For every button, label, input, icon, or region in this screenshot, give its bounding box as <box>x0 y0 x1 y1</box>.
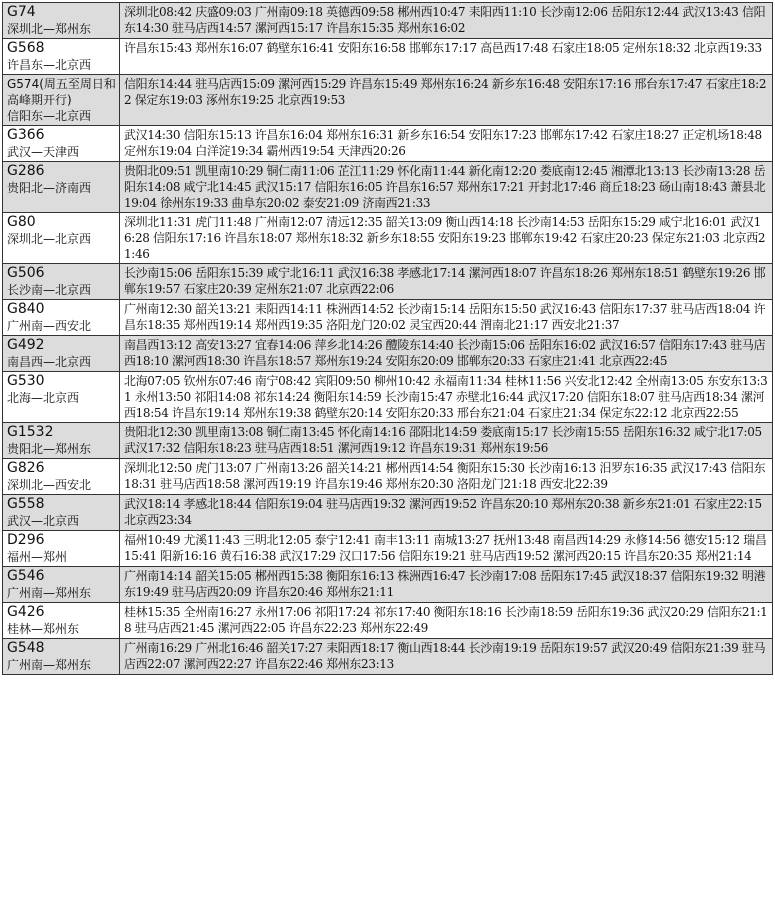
train-row <box>3 264 773 300</box>
train-id-cell <box>3 213 120 264</box>
train-row <box>3 459 773 495</box>
train-id-cell <box>3 423 120 459</box>
train-id-cell <box>3 3 120 39</box>
train-stops: 广州南16:29 广州北16:46 韶关17:27 耒阳西18:17 衡山西18:44 长沙南19:19 岳阳东19:57 武汉20:49 信阳东21:39 驻马店西22:07 漯河西22:27 许昌东22:46 郑州东23:13 <box>120 639 773 675</box>
train-route: 信阳东—北京西 <box>7 109 92 123</box>
train-row <box>3 567 773 603</box>
train-route: 武汉—天津西 <box>7 145 80 159</box>
train-stops: 福州10:49 尤溪11:43 三明北12:05 泰宁12:41 南丰13:11 南城13:27 抚州13:48 南昌西14:29 永修14:56 德安15:12 瑞昌15:41 阳新16:16 黄石16:38 武汉17:29 汉口17:56 信阳东19:21 驻马店西19:52 漯河西20:15 许昌东20:35 郑州21:14 <box>120 531 773 567</box>
train-code: G74 <box>7 4 36 20</box>
train-code: G568 <box>7 40 45 56</box>
train-stops: 深圳北11:31 虎门11:48 广州南12:07 清远12:35 韶关13:09 衡山西14:18 长沙南14:53 岳阳东15:29 咸宁北16:01 武汉16:28 信阳东17:16 许昌东18:07 郑州东18:32 新乡东18:55 安阳东19:23 邯郸东19:42 石家庄20:23 保定东21:03 北京西21:46 <box>120 213 773 264</box>
train-id-cell <box>3 39 120 75</box>
train-id-cell <box>3 126 120 162</box>
train-stops: 北海07:05 钦州东07:46 南宁08:42 宾阳09:50 柳州10:42 永福南11:34 桂林11:56 兴安北12:42 全州南13:05 东安东13:31 永州13:50 祁阳14:08 祁东14:24 衡阳东14:59 长沙南15:47 赤壁北16:44 武汉17:20 信阳东18:07 驻马店西18:34 漯河西18:54 许昌东19:14 郑州东19:38 鹤壁东20:14 安阳东20:33 邢台东21:04 石家庄21:34 保定东22:12 北京西22:55 <box>120 372 773 423</box>
train-row <box>3 639 773 675</box>
train-id-cell <box>3 639 120 675</box>
train-route: 桂林—郑州东 <box>7 622 80 636</box>
train-row <box>3 300 773 336</box>
train-code: G826 <box>7 460 45 476</box>
train-row <box>3 423 773 459</box>
train-code: G426 <box>7 604 45 620</box>
train-code: G1532 <box>7 424 54 440</box>
train-route: 深圳北—北京西 <box>7 232 92 246</box>
train-stops: 信阳东14:44 驻马店西15:09 漯河西15:29 许昌东15:49 郑州东16:24 新乡东16:48 安阳东17:16 邢台东17:47 石家庄18:22 保定东19:03 涿州东19:25 北京西19:53 <box>120 75 773 126</box>
train-code: G286 <box>7 163 45 179</box>
train-stops: 广州南12:30 韶关13:21 耒阳西14:11 株洲西14:52 长沙南15:14 岳阳东15:50 武汉16:43 信阳东17:37 驻马店西18:04 许昌东18:35 郑州西19:14 郑州西19:35 洛阳龙门20:02 灵宝西20:44 渭南北21:17 西安北21:37 <box>120 300 773 336</box>
train-route: 长沙南—北京西 <box>7 283 92 297</box>
train-code: G574(周五至周日和高峰期开行) <box>7 77 116 107</box>
train-id-cell <box>3 336 120 372</box>
train-route: 广州南—郑州东 <box>7 658 92 672</box>
train-id-cell <box>3 75 120 126</box>
train-route: 武汉—北京西 <box>7 514 80 528</box>
train-route: 许昌东—北京西 <box>7 58 92 72</box>
train-stops: 长沙南15:06 岳阳东15:39 咸宁北16:11 武汉16:38 孝感北17:14 漯河西18:07 许昌东18:26 郑州东18:51 鹤壁东19:26 邯郸东19:57 石家庄20:39 定州东21:07 北京西22:06 <box>120 264 773 300</box>
train-code: G506 <box>7 265 45 281</box>
train-code: G366 <box>7 127 45 143</box>
train-code: G548 <box>7 640 45 656</box>
train-route: 北海—北京西 <box>7 391 80 405</box>
train-row <box>3 213 773 264</box>
train-id-cell <box>3 531 120 567</box>
train-id-cell <box>3 372 120 423</box>
train-route: 福州—郑州 <box>7 550 68 564</box>
train-row <box>3 495 773 531</box>
train-stops: 广州南14:14 韶关15:05 郴州西15:38 衡阳东16:13 株洲西16:47 长沙南17:08 岳阳东17:45 武汉18:37 信阳东19:32 明港东19:49 驻马店西20:09 许昌东20:46 郑州东21:11 <box>120 567 773 603</box>
train-stops: 许昌东15:43 郑州东16:07 鹤壁东16:41 安阳东16:58 邯郸东17:17 高邑西17:48 石家庄18:05 定州东18:32 北京西19:33 <box>120 39 773 75</box>
train-stops: 武汉14:30 信阳东15:13 许昌东16:04 郑州东16:31 新乡东16:54 安阳东17:23 邯郸东17:42 石家庄18:27 正定机场18:48 定州东19:04 白洋淀19:34 霸州西19:54 天津西20:26 <box>120 126 773 162</box>
train-stops: 南昌西13:12 高安13:27 宜春14:06 萍乡北14:26 醴陵东14:40 长沙南15:06 岳阳东16:02 武汉16:57 信阳东17:43 驻马店西18:10 漯河西18:30 许昌东18:57 郑州东19:24 安阳东20:09 邯郸东20:33 石家庄21:41 北京西22:45 <box>120 336 773 372</box>
train-stops: 桂林15:35 全州南16:27 永州17:06 祁阳17:24 祁东17:40 衡阳东18:16 长沙南18:59 岳阳东19:36 武汉20:29 信阳东21:18 驻马店西21:45 漯河西22:05 许昌东22:23 郑州东22:49 <box>120 603 773 639</box>
train-code: G558 <box>7 496 45 512</box>
train-id-cell <box>3 264 120 300</box>
train-route: 广州南—西安北 <box>7 319 92 333</box>
train-stops: 深圳北08:42 庆盛09:03 广州南09:18 英德西09:58 郴州西10:47 耒阳西11:10 长沙南12:06 岳阳东12:44 武汉13:43 信阳东14:30 驻马店西14:57 漯河西15:17 许昌东15:35 郑州东16:02 <box>120 3 773 39</box>
train-code: G840 <box>7 301 45 317</box>
train-code: G492 <box>7 337 45 353</box>
train-stops: 贵阳北09:51 凯里南10:29 铜仁南11:06 芷江11:29 怀化南11:44 新化南12:20 娄底南12:45 湘潭北13:13 长沙南13:28 岳阳东14:08 咸宁北14:45 武汉15:17 信阳东16:05 许昌东16:57 郑州东17:21 开封北17:46 商丘18:23 砀山南18:43 萧县北19:04 徐州东19:33 曲阜东20:02 泰安21:09 济南西21:33 <box>120 162 773 213</box>
train-id-cell <box>3 495 120 531</box>
train-code: G530 <box>7 373 45 389</box>
train-code: G80 <box>7 214 36 230</box>
train-row <box>3 3 773 39</box>
train-row <box>3 603 773 639</box>
train-row <box>3 336 773 372</box>
train-code: D296 <box>7 532 45 548</box>
train-id-cell <box>3 567 120 603</box>
train-id-cell <box>3 162 120 213</box>
train-row <box>3 372 773 423</box>
train-row <box>3 126 773 162</box>
train-route: 南昌西—北京西 <box>7 355 92 369</box>
train-row <box>3 531 773 567</box>
train-id-cell <box>3 300 120 336</box>
train-route: 广州南—郑州东 <box>7 586 92 600</box>
train-row <box>3 75 773 126</box>
train-route: 深圳北—郑州东 <box>7 22 92 36</box>
train-stops: 贵阳北12:30 凯里南13:08 铜仁南13:45 怀化南14:16 邵阳北14:59 娄底南15:17 长沙南15:55 岳阳东16:32 咸宁北17:05 武汉17:32 信阳东18:23 驻马店西18:51 漯河西19:12 许昌东19:31 郑州东19:56 <box>120 423 773 459</box>
train-row <box>3 162 773 213</box>
train-route: 深圳北—西安北 <box>7 478 92 492</box>
train-id-cell <box>3 603 120 639</box>
train-code: G546 <box>7 568 45 584</box>
train-timetable <box>2 2 773 675</box>
train-route: 贵阳北—郑州东 <box>7 442 92 456</box>
train-route: 贵阳北—济南西 <box>7 181 92 195</box>
train-row <box>3 39 773 75</box>
train-stops: 武汉18:14 孝感北18:44 信阳东19:04 驻马店西19:32 漯河西19:52 许昌东20:10 郑州东20:38 新乡东21:01 石家庄22:15 北京西23:34 <box>120 495 773 531</box>
train-id-cell <box>3 459 120 495</box>
train-stops: 深圳北12:50 虎门13:07 广州南13:26 韶关14:21 郴州西14:54 衡阳东15:30 长沙南16:13 汨罗东16:35 武汉17:43 信阳东18:31 驻马店西18:58 漯河西19:19 许昌东19:46 郑州东20:30 洛阳龙门21:18 西安北22:39 <box>120 459 773 495</box>
